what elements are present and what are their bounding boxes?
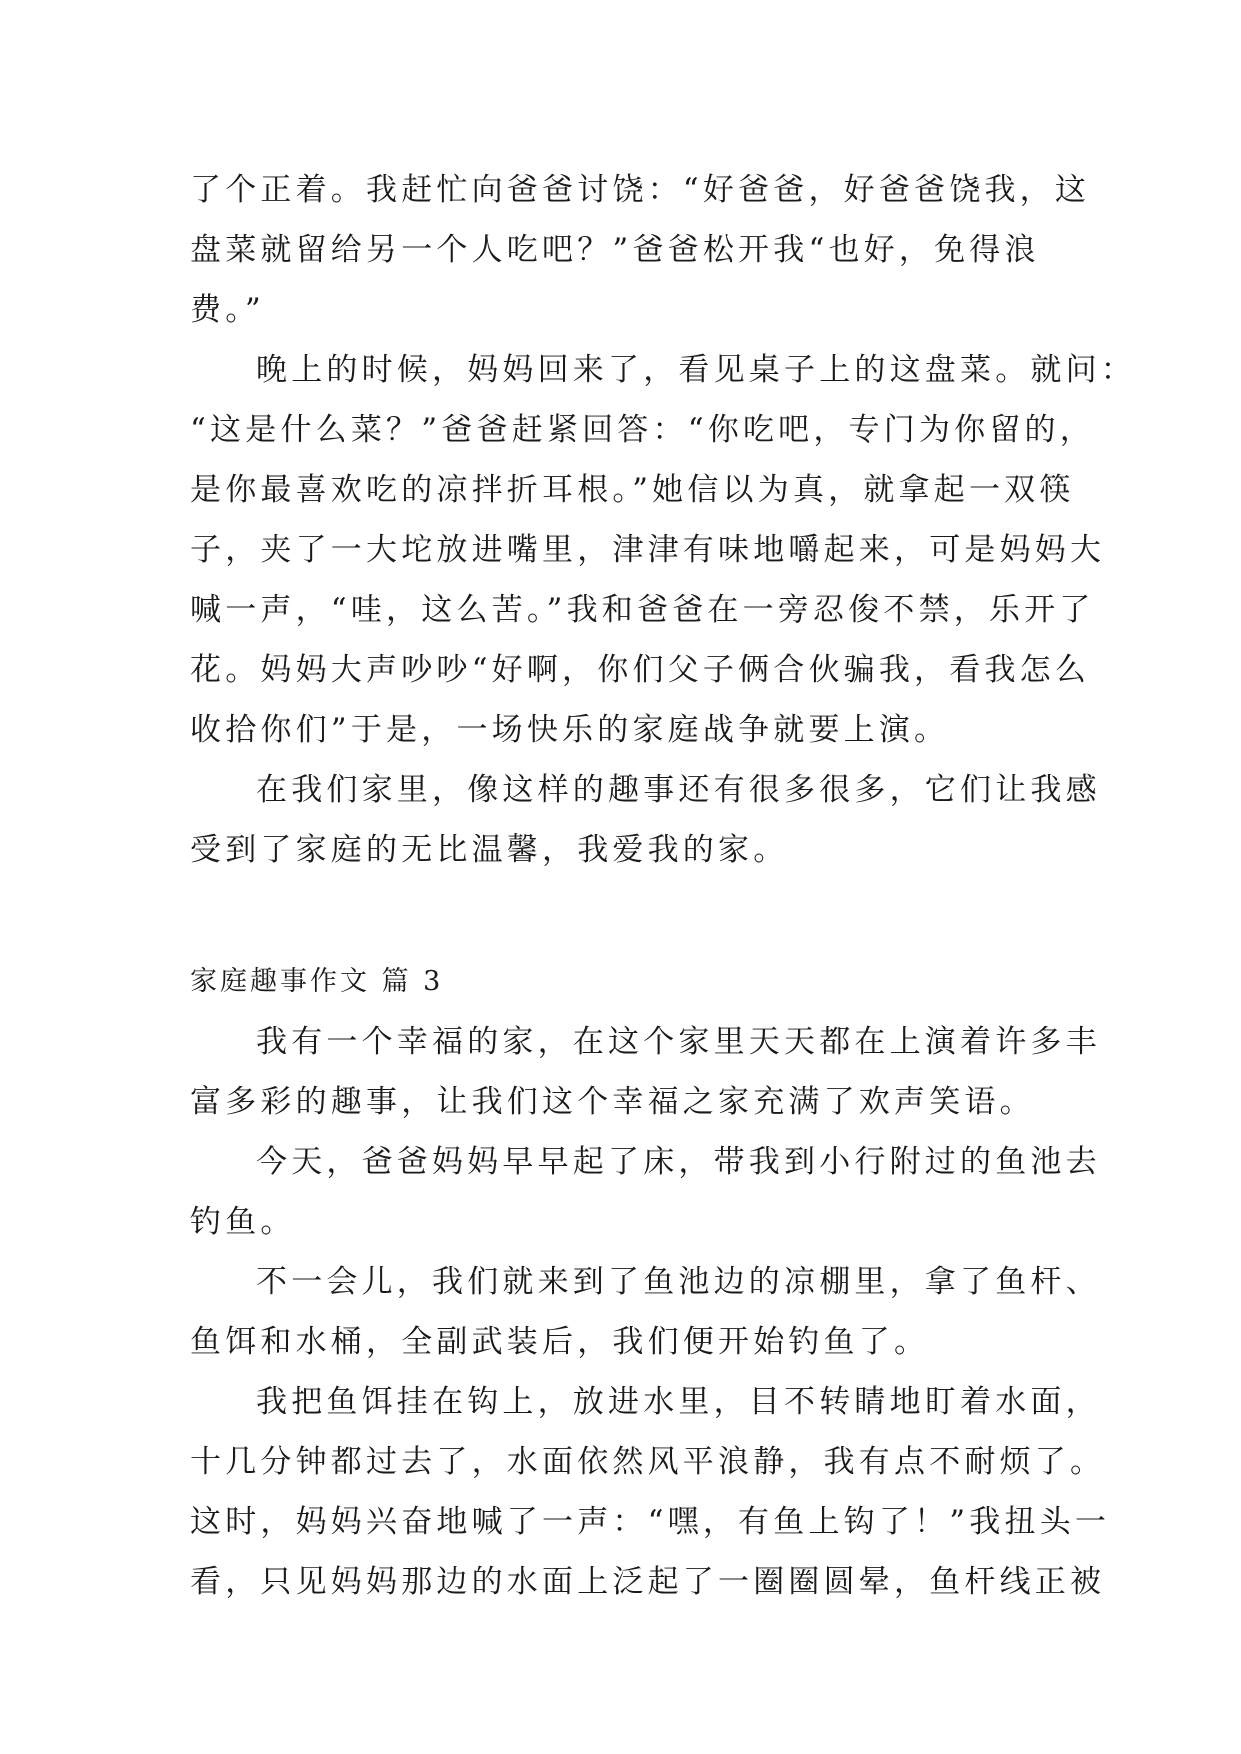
paragraph <box>190 760 1101 880</box>
text-line: 我把鱼饵挂在钩上，放进水里，目不转睛地盯着水面， <box>256 1384 1101 1420</box>
paragraph <box>190 1012 1101 1132</box>
text-line: 收拾你们”于是，一场快乐的家庭战争就要上演。 <box>190 712 950 748</box>
text-line: 在我们家里，像这样的趣事还有很多很多，它们让我感 <box>256 772 1101 808</box>
text-line: “这是什么菜？”爸爸赶紧回答：“你吃吧，专门为你留的， <box>190 412 1095 448</box>
text-line: 盘菜就留给另一个人吃吧？”爸爸松开我“也好，免得浪 <box>190 232 1040 268</box>
text-line: 不一会儿，我们就来到了鱼池边的凉棚里，拿了鱼杆、 <box>256 1264 1101 1300</box>
text-line: 钓鱼。 <box>190 1204 296 1240</box>
text-line: 十几分钟都过去了，水面依然风平浪静，我有点不耐烦了。 <box>190 1444 1106 1480</box>
paragraph <box>190 160 1091 340</box>
paragraph <box>190 1252 1101 1372</box>
text-line: 是你最喜欢吃的凉拌折耳根。”她信以为真，就拿起一双筷 <box>190 472 1075 508</box>
text-line: 我有一个幸福的家，在这个家里天天都在上演着许多丰 <box>256 1024 1101 1060</box>
text-line: 费。” <box>190 292 265 328</box>
section-heading: 家庭趣事作文 篇 3 <box>190 966 444 997</box>
text-line: 花。妈妈大声吵吵“好啊，你们父子俩合伙骗我，看我怎么 <box>190 652 1091 688</box>
text-line: 鱼饵和水桶，全副武装后，我们便开始钓鱼了。 <box>190 1324 930 1360</box>
document-page <box>190 160 1136 1612</box>
paragraph <box>190 340 1136 760</box>
text-line: 喊一声，“哇，这么苦。”我和爸爸在一旁忍俊不禁，乐开了 <box>190 592 1095 628</box>
paragraph <box>190 1132 1101 1252</box>
text-line: 了个正着。我赶忙向爸爸讨饶：“好爸爸，好爸爸饶我，这 <box>190 172 1091 208</box>
paragraph <box>190 1372 1111 1612</box>
text-line: 看，只见妈妈那边的水面上泛起了一圈圈圆晕，鱼杆线正被 <box>190 1564 1106 1600</box>
text-line: 这时，妈妈兴奋地喊了一声：“嘿，有鱼上钩了！”我扭头一 <box>190 1504 1111 1540</box>
text-line: 富多彩的趣事，让我们这个幸福之家充满了欢声笑语。 <box>190 1084 1035 1120</box>
text-line: 晚上的时候，妈妈回来了，看见桌子上的这盘菜。就问： <box>256 352 1136 388</box>
text-line: 子，夹了一大坨放进嘴里，津津有味地嚼起来，可是妈妈大 <box>190 532 1106 568</box>
text-line: 受到了家庭的无比温馨，我爱我的家。 <box>190 832 789 868</box>
text-line: 今天，爸爸妈妈早早起了床，带我到小行附过的鱼池去 <box>256 1144 1101 1180</box>
